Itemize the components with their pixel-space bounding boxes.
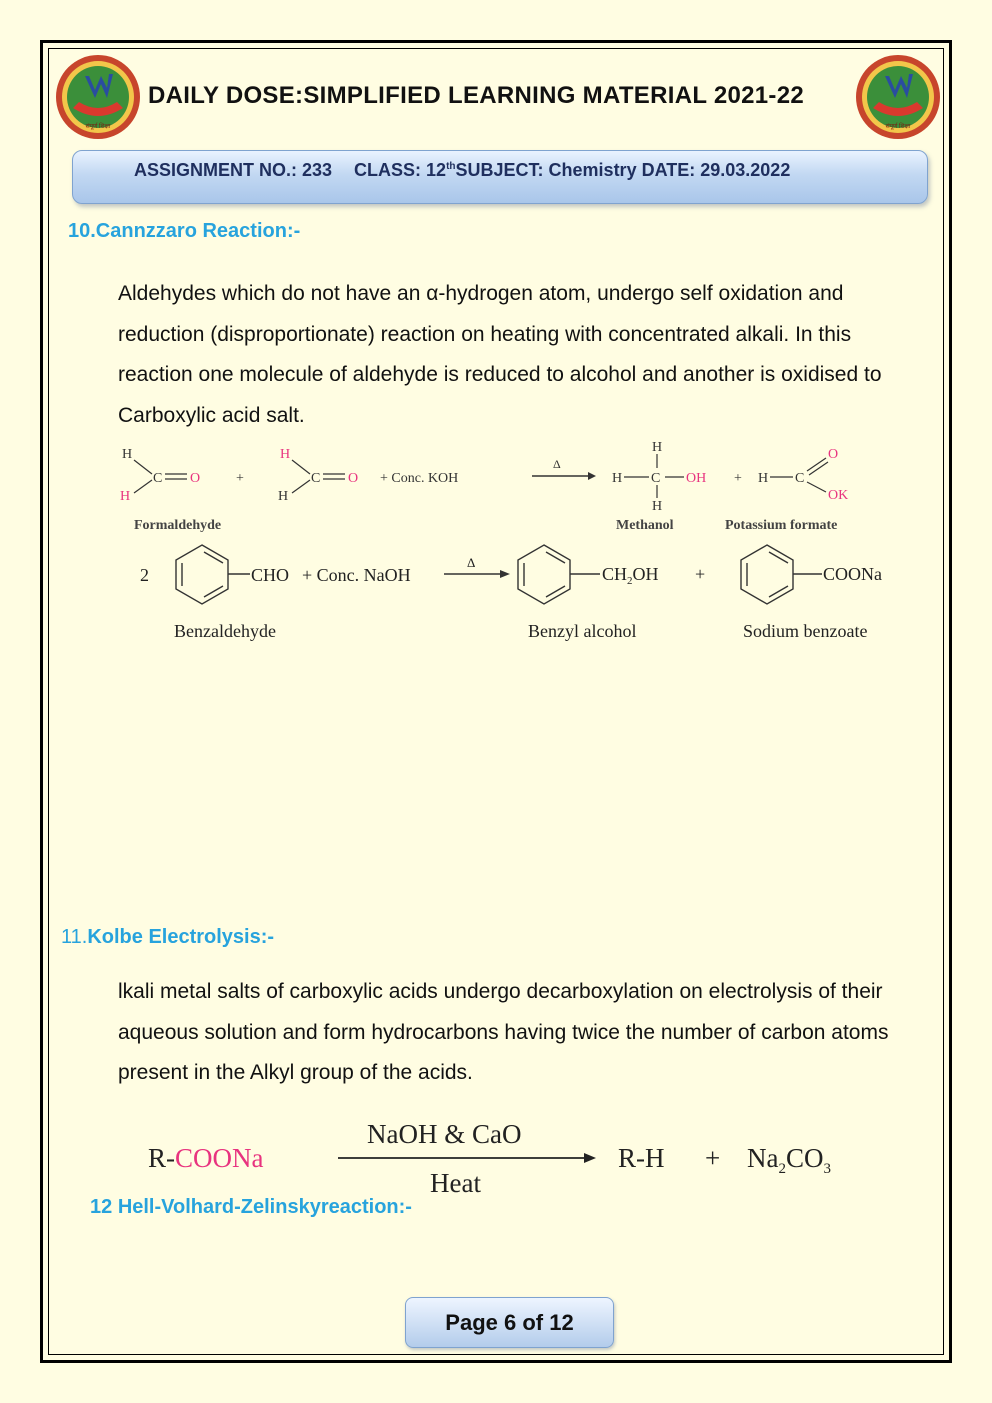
reaction-benzaldehyde <box>138 540 908 648</box>
ch2oh-part: CH <box>602 564 628 584</box>
atom-h: H <box>758 471 769 486</box>
heading-hvz <box>90 1196 412 1219</box>
plus-sign: + <box>236 471 244 486</box>
product-co: CO <box>785 1143 824 1173</box>
group-cho: CHO <box>251 565 290 585</box>
atom-c: C <box>153 471 163 486</box>
condition-below: Heat <box>430 1168 481 1198</box>
document-title: DAILY DOSE:SIMPLIFIED LEARNING MATERIAL 2021-22 <box>148 82 804 109</box>
atom-h: H <box>612 471 623 486</box>
atom-c: C <box>795 471 805 486</box>
heading-cannizzaro: 10.Cannzzaro Reaction:- <box>68 220 301 242</box>
group-coona: COONa <box>823 564 882 584</box>
heading-text: Hell-Volhard-Zelinskyreaction:- <box>117 1196 412 1218</box>
group-oh: OH <box>686 471 707 486</box>
svg-text:संपूर्ण शिक्षा: संपूर्ण शिक्षा <box>885 124 911 130</box>
label-benzaldehyde: Benzaldehyde <box>174 621 276 641</box>
school-logo-left <box>55 54 141 140</box>
na-sub: 2 <box>778 1161 786 1177</box>
page-indicator: Page 6 of 12 <box>405 1297 614 1348</box>
label-sodium-benzoate: Sodium benzoate <box>743 621 868 641</box>
svg-text:CH2OH <box>602 564 659 587</box>
class-label: CLASS: 12 <box>354 160 447 180</box>
plus-sign: + <box>705 1143 721 1173</box>
heading-text: Kolbe Electrolysis:- <box>87 926 275 948</box>
kolbe-paragraph: lkali metal salts of carboxylic acids undergo decarboxylation on electrolysis of their aqueous solution and form hydrocarbons having twice the number of carbon atoms present in the Alkyl group of the acids. <box>118 980 889 1084</box>
svg-text:संपूर्ण शिक्षा: संपूर्ण शिक्षा <box>85 124 111 130</box>
group-coona: COONa <box>175 1143 264 1173</box>
atom-o: O <box>828 447 839 462</box>
heat-symbol: Δ <box>553 457 561 471</box>
group-r: R- <box>148 1143 175 1173</box>
assignment-number: ASSIGNMENT NO.: 233 <box>134 160 333 180</box>
plus-sign: + <box>695 564 706 584</box>
heading-number: 12 <box>90 1196 113 1218</box>
coefficient-2: 2 <box>140 565 149 585</box>
reaction-formaldehyde <box>110 438 910 538</box>
cannizzaro-paragraph: Aldehydes which do not have an α-hydrogen atom, undergo self oxidation and reduction (disproportionate) reaction on heating with concentrated alkali. In this reaction one molecule of aldehyde is reduced to alcohol and another is oxidised to Carboxylic acid salt. <box>118 282 882 427</box>
ch2oh-sub: 2 <box>627 575 633 587</box>
school-logo-right <box>855 54 941 140</box>
atom-h: H <box>652 499 663 514</box>
subject-date: SUBJECT: Chemistry DATE: 29.03.2022 <box>455 160 791 180</box>
atom-h: H <box>280 447 291 462</box>
svg-text:R-COONa <box>148 1143 264 1173</box>
heat-symbol: Δ <box>467 555 476 570</box>
atom-h: H <box>278 489 289 504</box>
product-rh: R-H <box>618 1143 665 1173</box>
atom-o: O <box>190 471 201 486</box>
reagent-naoh: + Conc. NaOH <box>302 565 411 585</box>
atom-o: O <box>348 471 359 486</box>
label-formaldehyde: Formaldehyde <box>134 518 222 533</box>
label-potassium-formate: Potassium formate <box>725 518 838 533</box>
heading-kolbe <box>61 926 274 949</box>
atom-h: H <box>122 447 133 462</box>
plus-sign: + <box>734 471 742 486</box>
atom-h: H <box>120 489 131 504</box>
assignment-info <box>134 160 790 181</box>
product-na: Na <box>747 1143 779 1173</box>
reaction-decarboxylation <box>140 1116 900 1198</box>
co-sub: 3 <box>823 1161 831 1177</box>
atom-c: C <box>311 471 321 486</box>
label-methanol: Methanol <box>616 518 674 533</box>
condition-above: NaOH & CaO <box>367 1119 522 1149</box>
reagent-koh: + Conc. KOH <box>380 471 459 486</box>
ch2oh-part: OH <box>632 564 659 584</box>
atom-h: H <box>652 440 663 455</box>
label-benzyl-alcohol: Benzyl alcohol <box>528 621 637 641</box>
atom-c: C <box>651 471 661 486</box>
class-sup: th <box>446 161 456 172</box>
group-ok: OK <box>828 488 849 503</box>
heading-number: 11. <box>61 926 88 948</box>
svg-text:Na2CO3 <box>747 1143 831 1177</box>
